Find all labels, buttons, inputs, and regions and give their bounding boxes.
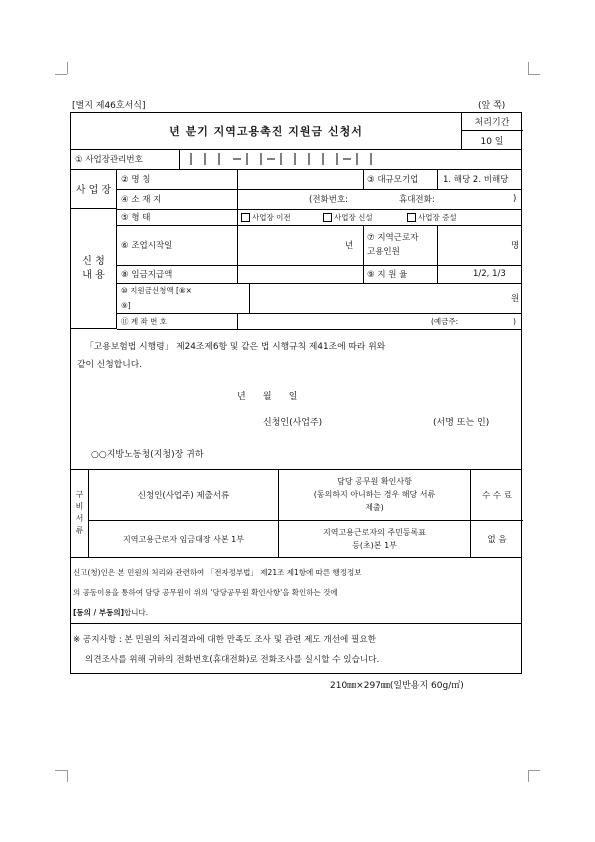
docs-col3-value: 없 음 — [487, 535, 507, 545]
processing-period-label: 처리기간 — [461, 113, 523, 131]
divider — [437, 265, 438, 283]
amount-label-b: ⑨] — [121, 301, 131, 310]
signature-label: (서명 또는 인) — [433, 418, 490, 428]
consent-line-2: 의 공동이용을 통하여 담당 공무원이 위의 '담당공무원 확인사항'을 확인하는 것에 — [73, 588, 338, 597]
large-company-label: ③ 대규모기업 — [367, 175, 419, 185]
account-row — [117, 313, 521, 330]
name-row — [117, 169, 521, 190]
divider — [249, 283, 250, 313]
checkbox-new[interactable] — [323, 213, 332, 222]
amount-unit: 원 — [511, 294, 520, 304]
crop-mark-tr-h — [528, 74, 540, 75]
statement-line-1: 「고용보험법 시행령」 제24조제6항 및 같은 법 시행규칙 제41조에 따라 위와 — [85, 342, 386, 352]
business-number-boxes[interactable] — [185, 149, 385, 169]
crop-mark-tl-h — [55, 74, 67, 75]
divider — [237, 209, 238, 225]
crop-mark-bl-v — [67, 770, 68, 782]
docs-side-label: 구 비 서 류 — [71, 469, 89, 557]
address-close-paren: ) — [513, 194, 517, 204]
docs-section — [71, 469, 521, 558]
divider — [237, 189, 238, 209]
divider — [363, 169, 364, 189]
option-relocate-label: 사업장 이전 — [252, 212, 291, 222]
type-option-new[interactable] — [323, 209, 405, 225]
divider — [237, 313, 238, 329]
start-label: ⑥ 조업시작일 — [121, 241, 173, 251]
notice-line-2: 의견조사를 위해 귀하의 전화번호(휴대전화)로 전화조사를 실시할 수 있습니다. — [85, 655, 380, 665]
worker-unit: 명 — [511, 241, 520, 251]
worker-label: ⑦ 지역근로자 고용인원 — [367, 233, 419, 257]
divider — [363, 265, 364, 283]
divider — [237, 225, 238, 265]
consent-section — [71, 557, 521, 624]
digit-boxes — [185, 152, 385, 166]
type-option-relocate[interactable] — [241, 209, 323, 225]
business-number-label: ① 사업장관리번호 — [75, 155, 143, 165]
crop-mark-br-h — [528, 770, 540, 771]
divider — [437, 169, 438, 189]
consent-choice[interactable]: [동의 / 부동의] — [73, 608, 125, 617]
consent-line-3 — [73, 607, 148, 618]
docs-col3-head: 수 수 료 — [471, 469, 523, 521]
mobile-label: 휴대전화: — [399, 195, 435, 205]
divider — [437, 225, 438, 265]
application-form — [70, 112, 522, 674]
title-row — [71, 113, 521, 150]
docs-col2-value: 지역고용근로자의 주민등록표 등(초)본 1부 — [279, 521, 471, 557]
option-expand-label: 사업장 증설 — [418, 212, 457, 222]
wage-row — [117, 265, 521, 284]
docs-col1-value: 지역고용근로자 임금대장 사본 1부 — [89, 521, 279, 557]
docs-col1-head: 신청인(사업주) 제출서류 — [89, 469, 279, 521]
name-label: ② 명 칭 — [121, 175, 151, 185]
statement-section — [71, 329, 521, 470]
account-label: ⑪ 계 좌 번 호 — [121, 316, 168, 326]
processing-period-value: 10 일 — [480, 136, 504, 147]
business-group-label: 사 업 장 — [71, 169, 117, 209]
divider — [237, 265, 238, 283]
type-option-expand[interactable] — [407, 209, 507, 225]
crop-mark-bl-h — [55, 770, 67, 771]
paper-size-footer: 210㎜×297㎜(일반용지 60g/㎡) — [330, 681, 464, 691]
start-row — [117, 225, 521, 266]
name-input[interactable] — [237, 169, 363, 189]
crop-mark-br-v — [528, 770, 529, 782]
address-label: ④ 소 재 지 — [121, 195, 162, 205]
business-number-row — [71, 149, 521, 170]
page-side: (앞 쪽) — [478, 101, 506, 111]
consent-line-1: 신고(청)인은 본 민원의 처리와 관련하여 「전자정부법」 제21조 제1항에 따른 행정정보 — [73, 568, 362, 577]
holder-close: ) — [513, 316, 516, 326]
address-row — [117, 189, 521, 210]
rate-value: 1/2, 1/3 — [473, 269, 506, 279]
notice-line-1: ※ 공지사항 : 본 민원의 처리결과에 대한 만족도 조사 및 관련 제도 개선에 필요한 — [73, 635, 376, 645]
checkbox-expand[interactable] — [407, 213, 416, 222]
divider — [179, 149, 180, 169]
type-row — [117, 209, 521, 226]
recipient: ○○지방노동청(지청)장 귀하 — [91, 450, 204, 460]
phone-label: (전화번호: — [309, 195, 349, 205]
type-label: ⑤ 형 태 — [121, 213, 151, 223]
holder-label: (예금주: — [431, 316, 459, 326]
amount-label-a: ⑩ 지원금신청액 [⑧× — [121, 286, 192, 295]
application-date: 년 월 일 — [237, 392, 298, 402]
form-number: [별지 제46호서식] — [72, 101, 146, 111]
amount-row — [117, 283, 521, 314]
crop-mark-tl-v — [67, 62, 68, 74]
checkbox-relocate[interactable] — [241, 213, 250, 222]
docs-col2-head: 담당 공무원 확인사항 (동의하지 아니하는 경우 해당 서류 제출) — [279, 469, 471, 521]
large-company-value[interactable]: 1. 해당 2. 비해당 — [443, 175, 509, 185]
start-unit: 년 — [345, 241, 354, 251]
apply-group-label — [71, 209, 117, 329]
apply-group-text: 신 청 내 용 — [82, 255, 105, 281]
wage-label: ⑧ 임금지급액 — [121, 270, 173, 280]
rate-label: ⑨ 지 원 율 — [367, 270, 408, 280]
statement-line-2: 같이 신청합니다. — [77, 360, 143, 370]
divider — [363, 225, 364, 265]
form-title: 년 분기 지역고용촉진 지원금 신청서 — [169, 125, 363, 138]
option-new-label: 사업장 신설 — [334, 212, 373, 222]
crop-mark-tr-v — [528, 62, 529, 74]
consent-tail: 합니다. — [124, 608, 149, 617]
applicant-label: 신청인(사업주) — [263, 418, 323, 428]
